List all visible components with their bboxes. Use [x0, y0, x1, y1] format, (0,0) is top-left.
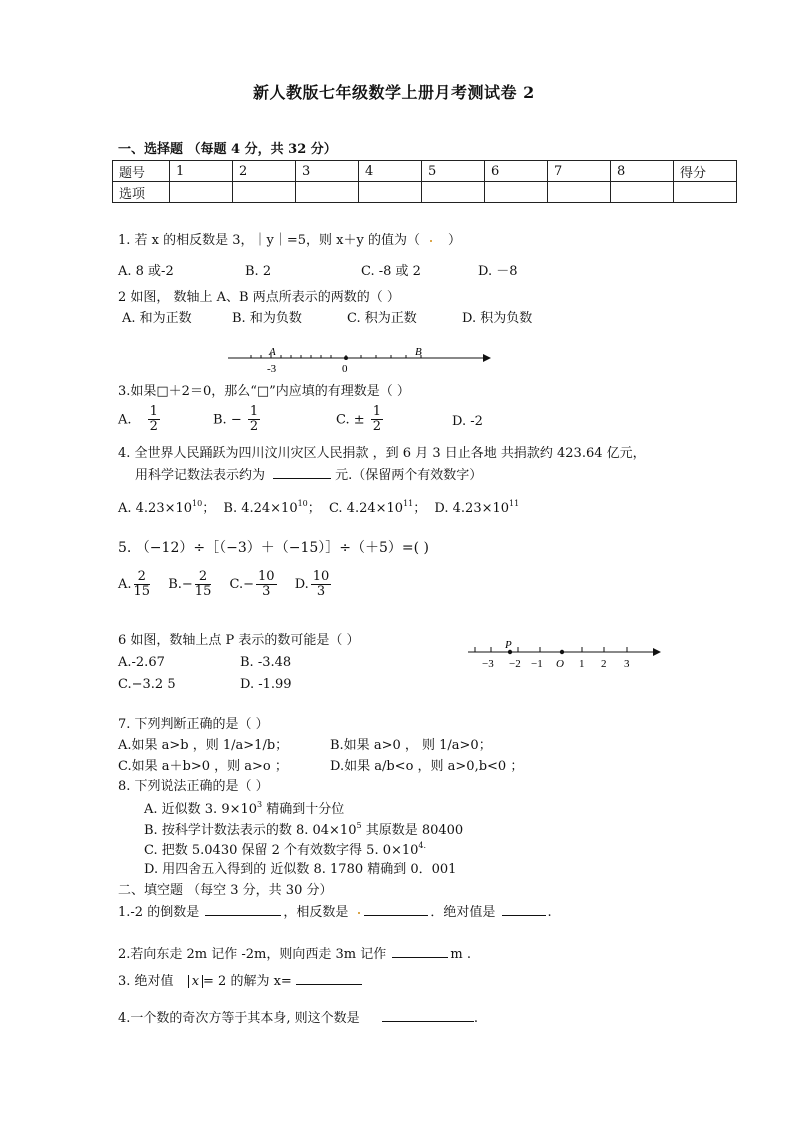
section1-heading: 一、选择题 （每题 4 分，共 32 分） — [118, 142, 337, 157]
answer-blank[interactable] — [205, 914, 281, 916]
page-title: 新人教版七年级数学上册月考测试卷 2 — [253, 83, 535, 102]
tick-label: -3 — [267, 363, 277, 375]
question-6-stem: 6 如图，数轴上点 P 表示的数可能是（ ） — [118, 633, 360, 648]
table-cell: 8 — [611, 161, 674, 182]
answer-cell[interactable] — [170, 182, 233, 203]
answer-blank[interactable] — [273, 477, 331, 479]
question-7-stem: 7. 下列判断正确的是（ ） — [118, 717, 269, 732]
mark-dot-icon — [430, 240, 432, 242]
tick-label: O — [556, 658, 564, 670]
answer-cell[interactable] — [296, 182, 359, 203]
table-cell: 题号 — [113, 161, 170, 182]
question-4-line1: 4. 全世界人民踊跃为四川汶川灾区人民捐款 ，到 6 月 3 日止各地 共捐款约 423.64 亿元， — [118, 446, 646, 461]
origin-point — [344, 356, 348, 360]
q5-option-c: C.− $\frac{10}{3}$ — [229, 569, 275, 600]
answer-cell[interactable] — [233, 182, 296, 203]
q2-option-d: D. 积为负数 — [462, 311, 533, 326]
point-p-label: P — [505, 639, 512, 651]
answer-cell[interactable] — [548, 182, 611, 203]
q4-option-d: D. $4.23\times 10^{11}$ — [434, 499, 520, 516]
fill-question-3: 3. 绝对值 x = 2 的解为 x= — [118, 975, 362, 988]
q5-option-a: A. $\frac{2}{15}$ — [118, 569, 151, 600]
q2-option-c: C. 积为正数 — [347, 311, 417, 326]
tick-label: −3 — [482, 658, 494, 670]
tick-label: 1 — [579, 658, 585, 670]
mark-dot-icon — [358, 912, 360, 914]
q4-option-a: A. $4.23\times 10^{10}$； — [118, 499, 216, 516]
q1-option-d: D. －8 — [478, 264, 518, 279]
q6-option-b: B. -3.48 — [240, 655, 292, 670]
table-cell: 6 — [485, 161, 548, 182]
q7-option-d: D.如果 a/b<o ，则 a>0,b<0 ； — [330, 759, 524, 774]
q1-option-c: C. -8 或 2 — [361, 264, 421, 279]
q8-option-d: D. 用四舍五入得到的 近似数 8. 1780 精确到 0．001 — [144, 862, 457, 877]
q1-option-a: A. 8 或-2 — [118, 264, 174, 279]
table-row — [113, 161, 737, 182]
section2-heading: 二、填空题 （每空 3 分，共 30 分） — [118, 883, 333, 898]
axis-arrow-icon — [653, 648, 661, 656]
tick-label: 0 — [342, 363, 348, 375]
table-cell: 5 — [422, 161, 485, 182]
table-row — [113, 182, 737, 203]
question-2-stem: 2 如图， 数轴上 A、B 两点所表示的两数的（ ） — [118, 290, 400, 305]
answer-cell[interactable] — [485, 182, 548, 203]
q4-option-c: C. $4.24\times 10^{11}$； — [328, 499, 427, 516]
question-5-stem: 5. （−12）÷［（−3）＋（−15）］÷（＋5）=( ) — [118, 540, 430, 556]
q5-option-d: D. $\frac{10}{3}$ — [294, 569, 330, 600]
table-cell: 得分 — [674, 161, 737, 182]
q1-option-b: B. 2 — [245, 264, 272, 279]
q3-option-c: C. ± $\frac{1}{2}$ — [336, 404, 382, 435]
q7-option-c: C.如果 a＋b>0 ，则 a>o ； — [118, 759, 288, 774]
number-line-q2 — [225, 341, 495, 375]
tick-label: −2 — [509, 658, 521, 670]
question-8-stem: 8. 下列说法正确的是（ ） — [118, 779, 269, 794]
q3-option-b: B. − $\frac{1}{2}$ — [213, 404, 259, 435]
answer-cell[interactable] — [611, 182, 674, 203]
answer-blank[interactable] — [382, 1020, 474, 1022]
table-cell: 1 — [170, 161, 233, 182]
answer-table — [112, 160, 737, 203]
q8-option-a: A. 近似数 3. $9\times 10^3$ 精确到十分位 — [144, 800, 345, 817]
fill-question-2: 2.若向东走 2m 记作 -2m，则向西走 3m 记作 m . — [118, 947, 471, 962]
q3-option-a: A. $\frac{1}{2}$ — [118, 404, 158, 435]
point-b-label: B — [415, 346, 422, 358]
point-a-label: A — [269, 346, 276, 358]
q6-option-d: D. -1.99 — [240, 677, 292, 692]
q3-option-d: D. -2 — [452, 414, 483, 429]
table-cell: 选项 — [113, 182, 170, 203]
score-cell[interactable] — [674, 182, 737, 203]
question-4-line2: 用科学记数法表示约为 元.（保留两个有效数字） — [135, 468, 483, 483]
q7-option-b: B.如果 a>0 ， 则 1/a>0； — [330, 738, 492, 753]
answer-blank[interactable] — [296, 983, 362, 985]
q8-option-b: B. 按科学计数法表示的数 8. $04\times 10^5$ 其原数是 80400 — [144, 821, 464, 838]
q4-options — [118, 500, 519, 515]
tick-label: 3 — [624, 658, 630, 670]
q6-option-a: A.-2.67 — [118, 655, 165, 670]
q8-option-c: C. 把数 5.0430 保留 2 个有效数字得 5. $0\times 10^{4.}$ — [144, 841, 427, 858]
answer-cell[interactable] — [422, 182, 485, 203]
q5-options — [118, 570, 333, 600]
answer-blank[interactable] — [364, 914, 428, 916]
q6-option-c: C.−3.2 5 — [118, 677, 176, 692]
answer-blank[interactable] — [502, 914, 546, 916]
table-cell: 2 — [233, 161, 296, 182]
tick-label: 2 — [601, 658, 607, 670]
number-line-q6 — [465, 635, 665, 671]
table-cell: 7 — [548, 161, 611, 182]
fill-question-4: 4.一个数的奇次方等于其本身, 则这个数是 . — [118, 1011, 478, 1026]
q2-option-b: B. 和为负数 — [232, 311, 302, 326]
origin-point — [560, 650, 564, 654]
question-3-stem: 3.如果□＋2＝0，那么“□”内应填的有理数是（ ） — [118, 384, 410, 399]
q5-option-b: B.− $\frac{2}{15}$ — [168, 569, 212, 600]
answer-blank[interactable] — [392, 956, 448, 958]
axis-arrow-icon — [483, 354, 491, 362]
fill-question-1: 1.-2 的倒数是 ，相反数是 ．绝对值是 . — [118, 905, 552, 920]
table-cell: 3 — [296, 161, 359, 182]
q2-option-a: A. 和为正数 — [122, 311, 192, 326]
answer-cell[interactable] — [359, 182, 422, 203]
question-1-stem: 1. 若 x 的相反数是 3，｜y｜=5，则 x＋y 的值为（ ） — [118, 233, 461, 248]
q4-option-b: B. $4.24\times 10^{10}$； — [223, 499, 321, 516]
tick-label: −1 — [531, 658, 543, 670]
q7-option-a: A.如果 a>b ，则 1/a>1/b； — [118, 738, 289, 753]
table-cell: 4 — [359, 161, 422, 182]
